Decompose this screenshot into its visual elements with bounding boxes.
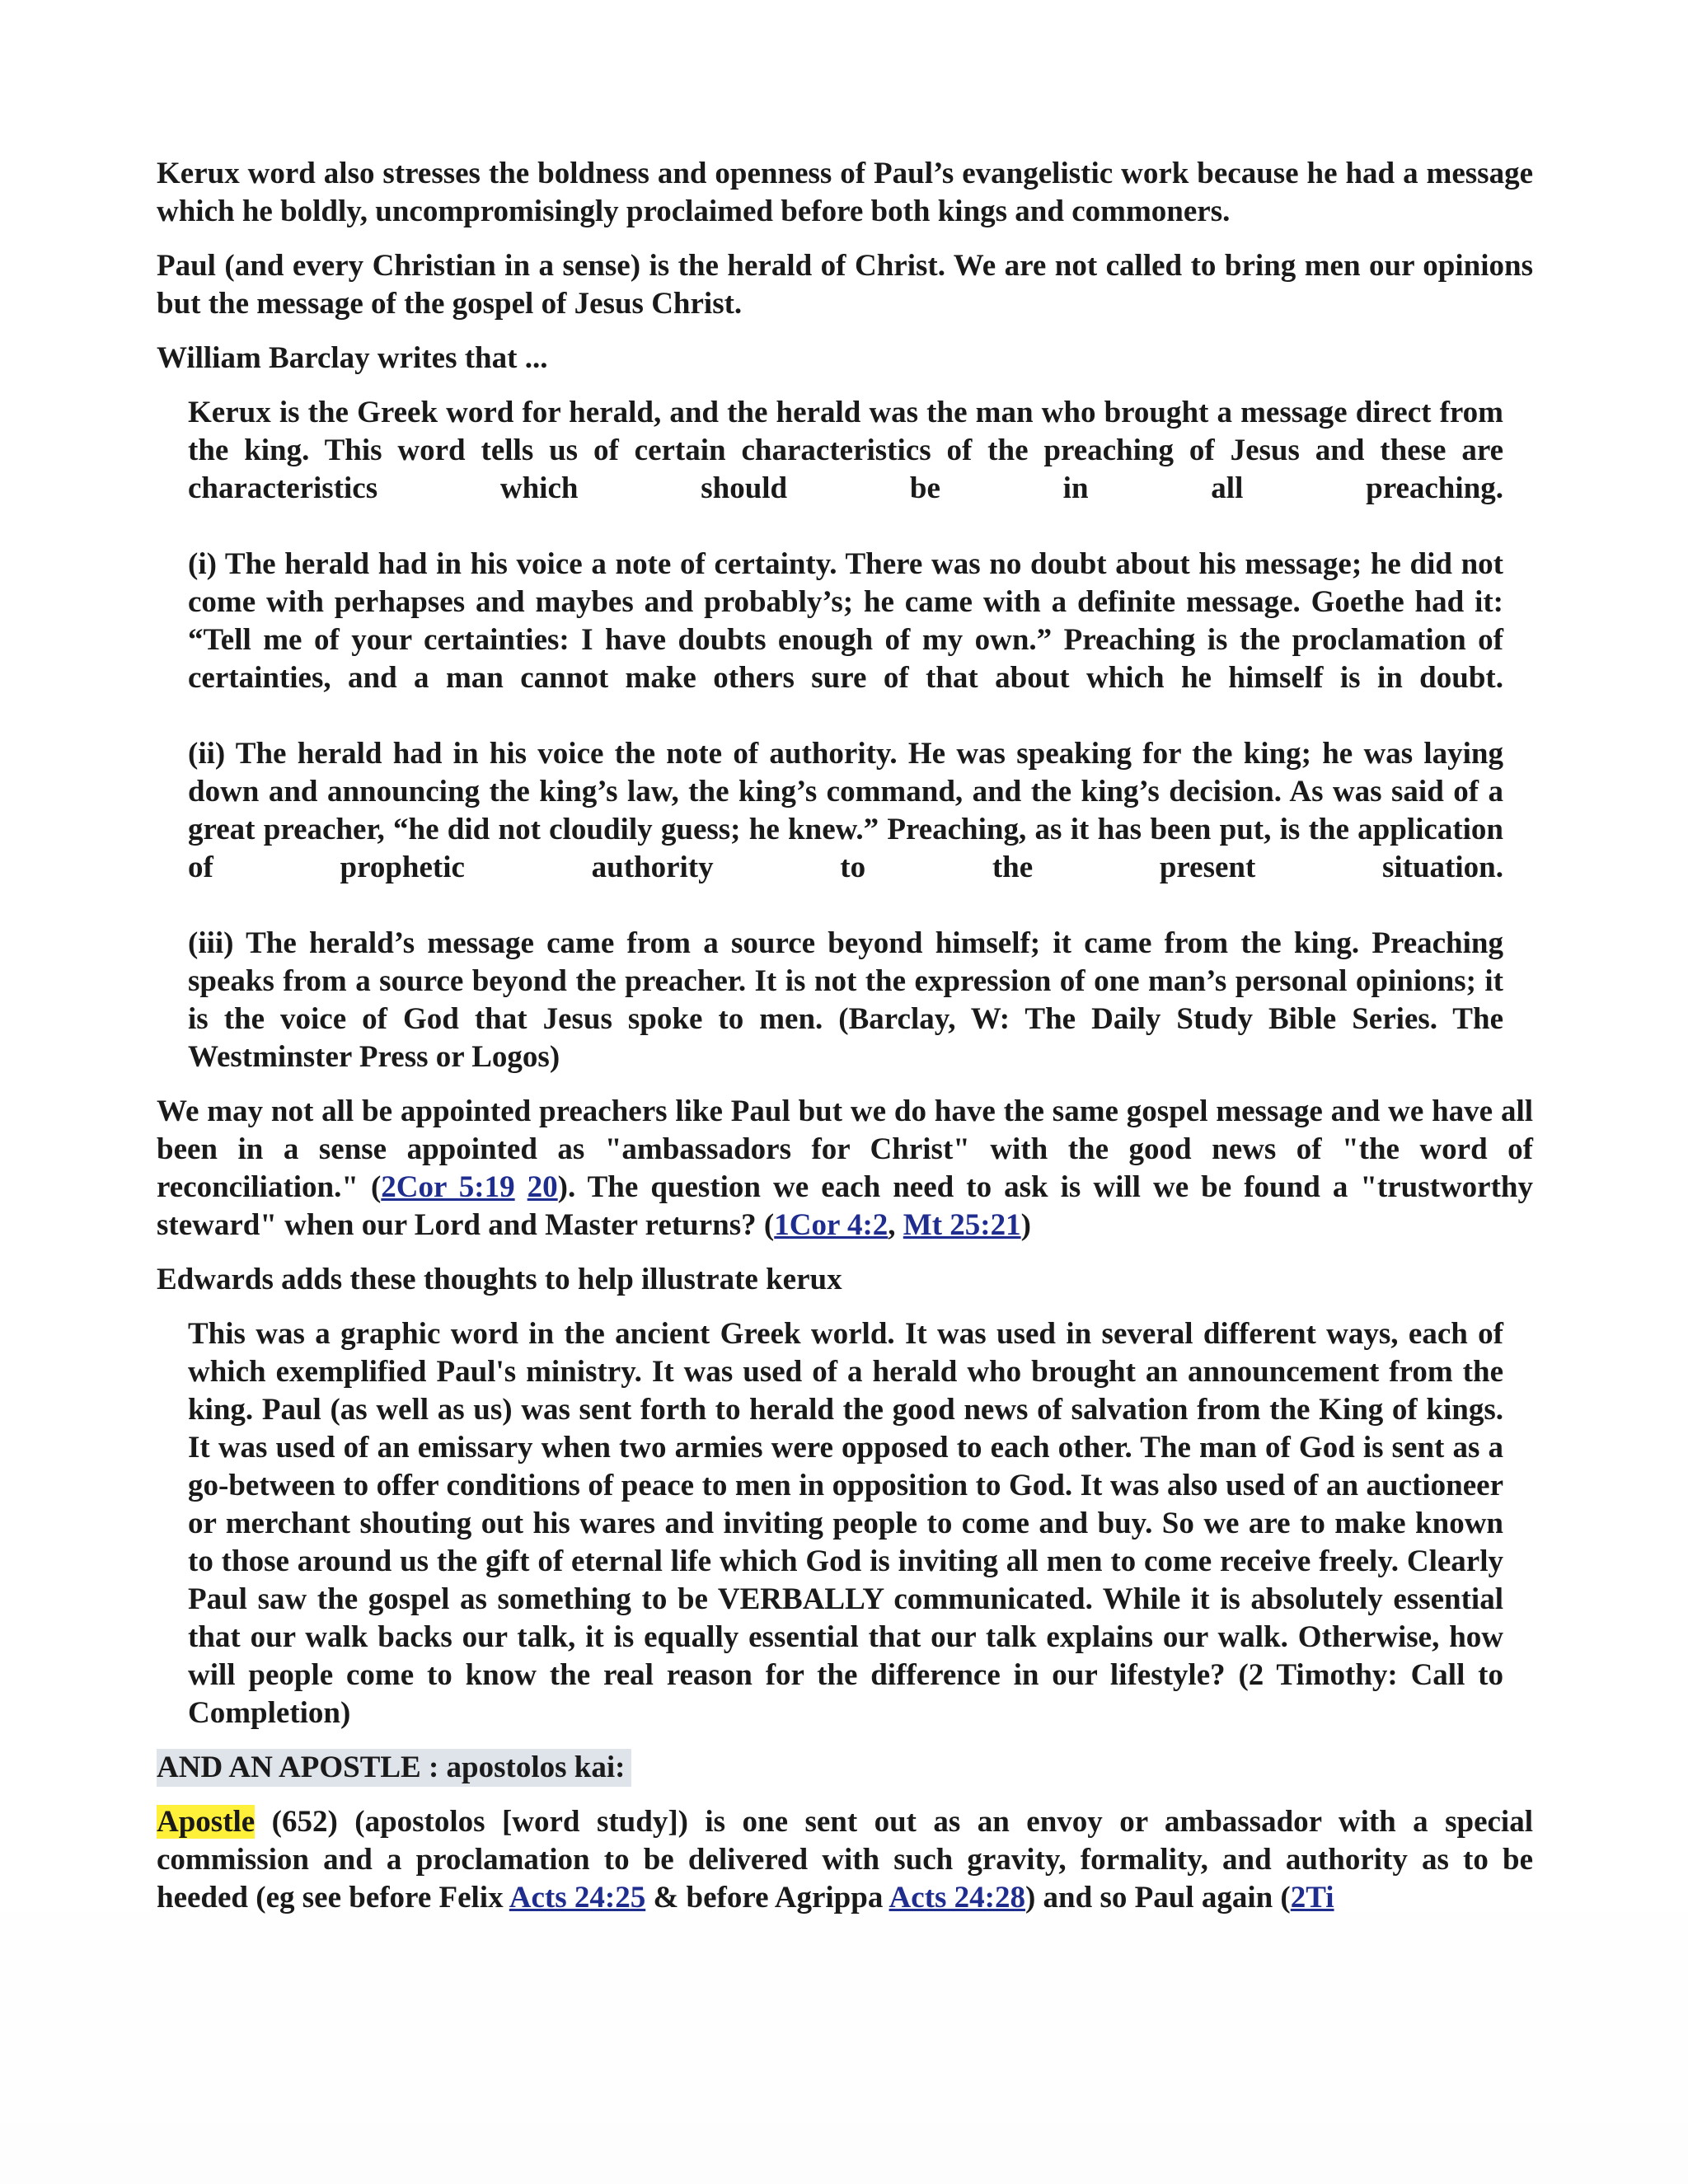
barclay-quote-intro: Kerux is the Greek word for herald, and the herald was the man who brought a message direct from the king. This word tells us of certain characteristics of the preaching of Jesus and these are characteristics which should be in all preaching. — [188, 396, 1503, 505]
edwards-quote — [188, 1315, 1503, 1732]
link-1cor-4-2[interactable]: 1Cor 4:2 — [774, 1208, 889, 1242]
quote-spacer — [188, 508, 1503, 546]
link-2cor-5-20[interactable]: 20 — [527, 1170, 558, 1204]
paragraph-edwards-intro: Edwards adds these thoughts to help illustrate kerux — [157, 1263, 842, 1296]
barclay-quote-point-2: (ii) The herald had in his voice the note of authority. He was speaking for the king; he was laying down and announcing the king’s law, the king’s command, and the king’s decision. As was said of a great preacher, “he did not cloudily guess; he knew.” Preaching, as it has been put, is the application of prophetic authority to the present situation. — [188, 737, 1503, 884]
link-acts-24-25[interactable]: Acts 24:25 — [509, 1881, 646, 1915]
ambassadors-separator-2: , — [888, 1208, 903, 1242]
paragraph-apostle-definition — [157, 1803, 1533, 1917]
highlighted-term: Apostle — [157, 1805, 256, 1839]
ambassadors-separator-1 — [515, 1170, 528, 1204]
ambassadors-text-3: ) — [1020, 1208, 1031, 1242]
paragraph-kerux-boldness: Kerux word also stresses the boldness and openness of Paul’s evangelistic work because he had a message which he boldly, uncompromisingly proclaimed before both kings and commoners. — [157, 157, 1533, 228]
section-heading: AND AN APOSTLE : apostolos kai: — [157, 1749, 631, 1787]
ambassadors-text-2: ). The question we each need to ask is will we be found a "trustworthy steward" when our Lord and Master returns? ( — [157, 1170, 1533, 1242]
apostle-text-1: (652) (apostolos [word study]) is one sent out as an envoy or ambassador with a special commission and a proclamation to be delivered with such gravity, formality, and authority as to be heeded (eg see before Felix — [157, 1805, 1533, 1915]
paragraph-ambassadors — [157, 1093, 1533, 1244]
barclay-quote-point-3: (iii) The herald’s message came from a source beyond himself; it came from the king. Preaching speaks from a source beyond the preacher. It is not the expression of one man’s personal opinions; it is the voice of God that Jesus spoke to men. (Barclay, W: The Daily Study Bible Series. The Westminster Press or Logos) — [188, 926, 1503, 1074]
apostle-text-2: & before Agrippa — [645, 1881, 889, 1915]
quote-spacer — [188, 697, 1503, 735]
quote-spacer — [188, 887, 1503, 925]
apostle-text-3: ) and so Paul again ( — [1025, 1881, 1291, 1915]
ambassadors-text-1: We may not all be appointed preachers like Paul but we do have the same gospel message and we have all been in a sense appointed as "ambassadors for Christ" with the good news of "the word of reconciliation." ( — [157, 1094, 1533, 1204]
paragraph-barclay-intro: William Barclay writes that ... — [157, 341, 548, 375]
link-2ti[interactable]: 2Ti — [1290, 1881, 1334, 1915]
document-body — [157, 155, 1533, 1933]
edwards-quote-text: This was a graphic word in the ancient Greek world. It was used in several different ways, each of which exemplified Paul's ministry. It was used of a herald who brought an announcement from the king. Paul (as well as us) was sent forth to herald the good news of salvation from the King of kings. It was used of an emissary when two armies were opposed to each other. The man of God is sent as a go-between to offer conditions of peace to men in opposition to God. It was also used of an auctioneer or merchant shouting out his wares and inviting people to come and buy. So we are to make known to those around us the gift of eternal life which God is inviting all men to come receive freely. Clearly Paul saw the gospel as something to be VERBALLY communicated. While it is absolutely essential that our walk backs our talk, it is equally essential that our talk explains our walk. Otherwise, how will people come to know the real reason for the difference in our lifestyle? (2 Timothy: Call to Completion) — [188, 1317, 1503, 1730]
link-2cor-5-19[interactable]: 2Cor 5:19 — [381, 1170, 515, 1204]
barclay-quote — [188, 394, 1503, 1076]
barclay-quote-point-1: (i) The herald had in his voice a note of certainty. There was no doubt about his message; he did not come with perhapses and maybes and probably’s; he came with a definite message. Goethe had it: “Tell me of your certainties: I have doubts enough of my own.” Preaching is the proclamation of certainties, and a man cannot make others sure of that about which he himself is in doubt. — [188, 547, 1503, 695]
link-mt-25-21[interactable]: Mt 25:21 — [903, 1208, 1021, 1242]
paragraph-herald-of-christ: Paul (and every Christian in a sense) is the herald of Christ. We are not called to bring men our opinions but the message of the gospel of Jesus Christ. — [157, 249, 1533, 321]
link-acts-24-28[interactable]: Acts 24:28 — [889, 1881, 1025, 1915]
